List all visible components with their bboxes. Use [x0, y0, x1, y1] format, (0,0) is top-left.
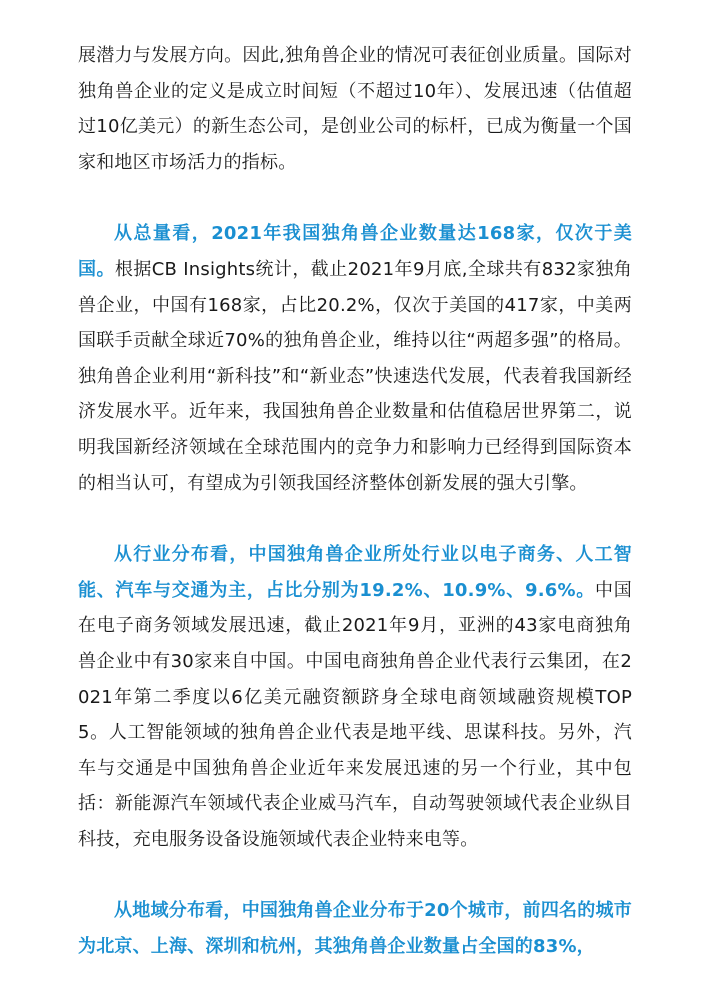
document-page: [78, 38, 632, 1001]
paragraph-regional-distribution: [78, 893, 632, 964]
paragraph-total-count-body: 根据CB Insights统计，截止2021年9月底,全球共有832家独角兽企业，中国有168家，占比20.2%，仅次于美国的417家，中美两国联手贡献全球近70%的独角兽企业，维持以往“两超多强”的格局。独角兽企业利用“新科技”和“新业态”快速迭代发展，代表着我国新经济发展水平。近年来，我国独角兽企业数量和估值稳居世界第二，说明我国新经济领域在全球范围内的竞争力和影响力已经得到国际资本的相当认可，有望成为引领我国经济整体创新发展的强大引擎。: [78, 258, 632, 494]
paragraph-regional-lead: 从地域分布看，中国独角兽企业分布于20个城市，前四名的城市为北京、上海、深圳和杭州，其独角兽企业数量占全国的83%，: [78, 900, 632, 958]
paragraph-industry-body: 中国在电子商务领域发展迅速，截止2021年9月，亚洲的43家电商独角兽企业中有30家来自中国。中国电商独角兽企业代表行云集团，在2021年第二季度以6亿美元融资额跻身全球电商领域融资规模TOP 5。人工智能领域的独角兽企业代表是地平线、思谋科技。另外，汽车与交通是中国独角兽企业近年来发展迅速的另一个行业，其中包括：新能源汽车领域代表企业威马汽车，自动驾驶领域代表企业纵目科技，充电服务设备设施领域代表企业特来电等。: [78, 579, 632, 850]
paragraph-total-count-lead: 从总量看，2021年我国独角兽企业数量达168家，仅次于美国。: [78, 223, 632, 280]
paragraph-industry-distribution: [78, 537, 632, 857]
paragraph-total-count: [78, 216, 632, 501]
paragraph-intro: [78, 38, 632, 180]
paragraph-intro-body: 展潜力与发展方向。因此,独角兽企业的情况可表征创业质量。国际对独角兽企业的定义是成立时间短（不超过10年）、发展迅速（估值超过10亿美元）的新生态公司，是创业公司的标杆，已成为衡量一个国家和地区市场活力的指标。: [78, 45, 632, 173]
paragraph-industry-lead: 从行业分布看，中国独角兽企业所处行业以电子商务、人工智能、汽车与交通为主，占比分别为19.2%、10.9%、9.6%。: [78, 544, 632, 601]
